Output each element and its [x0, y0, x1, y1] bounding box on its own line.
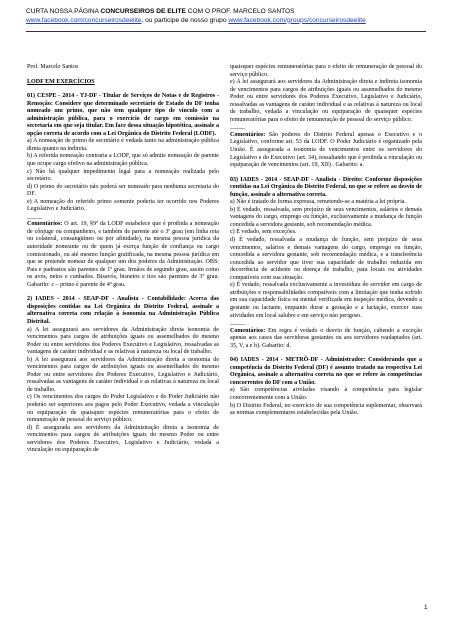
- author-name: Prof. Marcelo Santos: [27, 64, 79, 70]
- separator: _____: [230, 124, 246, 131]
- comment-label: Comentários:: [230, 131, 266, 138]
- facebook-page-link[interactable]: www.facebook.com/concurseirosdeelite: [26, 16, 142, 24]
- header-brand: CONCURSEIROS DE ELITE: [100, 8, 186, 15]
- header-line-1: [26, 8, 436, 17]
- q4-option-a: a) São competências arroladas visando à competência para legislar concorrentemente com a União.: [230, 387, 422, 401]
- separator: _____: [27, 213, 43, 220]
- q3-option-d: d) É vedado, ressalvada a mudança de função, sem prejuízo de seus vencimentos, salários e demais vantagens do cargo, emprego ou função, concedida a servidora gestante, sob recomendação médica, e a transferência concedida ao servidor que tiver sua capacidade de trabalho reduzida em decorrência de acidente ou doença de trabalho, para locais ou atividades compatíveis com sua situação.: [230, 237, 422, 281]
- q2-option-d: d) É assegurada aos servidores da Administração direta a isonomia de vencimentos para cargos de atribuições iguais do mesmo Poder ou entre servidores dos Poderes Executivo, Legislativo e Judiciário, vedada a vinculação ou equiparação de: [27, 424, 219, 454]
- q3-option-e: e) É vedado, ressalvada exclusivamente a investidura do servidor em cargo de atribuições e responsabilidades compatíveis com a limitação que tenha sofrido em sua capacidade física ou mental verificada em inspeção médica, devendo a gestante ou lactante, enquanto durar a gestação e a lactação, exercer suas atividades em local salubre e em serviço não perigoso.: [230, 282, 422, 319]
- q1-option-d: d) O primo do secretário não poderá ser nomeado para nenhuma secretaria do DF.: [27, 183, 219, 198]
- header-line-2: [26, 17, 436, 26]
- header-suffix: COM O PROF. MARCELO SANTOS: [185, 8, 295, 15]
- facebook-group-link[interactable]: www.facebook.com/groups/concurseirosdeelite: [228, 16, 366, 24]
- q3-comment: [230, 328, 422, 351]
- q1-option-c: c) Não há qualquer impedimento legal para a nomeação realizada pelo secretário.: [27, 168, 219, 183]
- header-divider: [26, 31, 426, 32]
- q2-option-e: e) A lei assegurará aos servidores da Administração direta e indireta isonomia de vencimentos para cargos de atribuições iguais ou assemelhados do mesmo Poder ou entre servidores dos Poderes Executivo, Legislativo e Judiciário, ressalvadas as vantagens de caráter individual e as relativas à natureza ou local de trabalho, vedada a vinculação ou equiparação de quaisquer espécies remuneratórias para o efeito de remuneração de pessoal do serviço público.: [230, 79, 422, 123]
- left-column: [27, 64, 219, 455]
- comment-label: Comentários:: [230, 327, 266, 334]
- question-1-heading: 01) CESPE - 2014 - TJ-DF - Titular de Serviços de Notas e de Registros - Remoção: Considere que determinado secretário de Estado do DF tenha nomeado um primo, que não tem qualquer tipo de vínculo com a administração pública, para o exercício de cargo em comissão na secretaria em que seja titular. Em face dessa situação hipotética, assinale a opção correta de acordo com a Lei Orgânica do Distrito Federal (LODF).: [27, 93, 219, 137]
- q2-option-d-continued: quaisquer espécies remuneratórias para o efeito de remuneração de pessoal do serviço público.: [230, 64, 422, 78]
- q1-option-e: e) A nomeação do referido primo somente poderia ter ocorrido nos Poderes Legislativo e Judiciário.: [27, 198, 219, 213]
- question-2-heading: 2) IADES - 2014 - SEAP-DF - Analista - Contabilidade: Acerca das disposições contidas na Lei Orgânica do Distrito Federal, assinale a alternativa correta com relação à isonomia na Administração Pública Distrital.: [27, 296, 219, 325]
- q3-option-b: b) É vedado, ressalvada, sem prejuízo de seus vencimentos, salários e demais vantagens do cargo, emprego ou função, exclusivamente a mudança de função concedida a servidora gestante, sob recomendação médica.: [230, 206, 422, 228]
- separator: _____: [230, 320, 246, 327]
- q3-option-a: a) Não é tratado de forma expressa, remetendo-se a matéria a lei própria.: [230, 199, 406, 206]
- q4-option-b: b) O Distrito Federal, no exercício de sua competência suplementar, observará as normas complementares estabelecidas pela União.: [230, 402, 422, 417]
- q2-option-b: b) A lei assegurará aos servidores da Administração direta a isonomia de vencimentos para cargos de atribuições iguais ou assemelhados do mesmo Poder ou entre servidores dos Poderes Executivo, Legislativo e Judiciário, ressalvadas as vantagens de caráter individual e as relativas à natureza ou local de trabalho.: [27, 356, 219, 393]
- comment-text: São poderes do Distrito Federal apenas o Executivo e o Legislativo, conforme art. 53 da LODF. O Poder Judiciário é organizado pela União. É assegurada a isonomia de vencimentos entre os servidores do Legislativo e do Executivo (art. 34), ressaltando que é proibida a vinculação ou equiparação de vencimentos (art. 19, XII) . Gabarito: a.: [230, 131, 422, 169]
- q2-option-c: c) Os vencimentos dos cargos do Poder Legislativo e do Poder Judiciário não poderão ser superiores aos pagos pelo Poder Executivo, vedada a vinculação ou equiparação de quaisquer espécies remuneratórias para o efeito de remuneração de pessoal do serviço público.: [27, 394, 219, 424]
- q3-option-c: c) É vedado, sem exceções.: [230, 229, 297, 236]
- comment-label: Comentários:: [27, 221, 63, 228]
- right-column: [230, 64, 422, 418]
- header-mid-text: , ou participe de nosso grupo: [141, 16, 229, 24]
- q2-comment: [230, 132, 422, 170]
- q1-option-a: a) A nomeação de primo de secretário é vedada tanto na administração pública direta quanto na indireta.: [27, 138, 219, 152]
- q2-option-a: a) A lei assegurará aos servidores da Administração direta isonomia de vencimentos para cargos de atribuições iguais ou assemelhados do mesmo Poder ou entre servidores dos Poderes Executivo e Legislativo, ressalvadas as vantagens de caráter individual e as relativas à natureza ou local de trabalho.: [27, 326, 219, 356]
- page-header: [26, 8, 436, 25]
- header-prefix: CURTA NOSSA PÁGINA: [26, 8, 101, 15]
- comment-text: Em regra é vedado o desvio de função, cabendo a exceção apenas aos casos das servidoras gestantes ou aos servidores readaptados (art. 35, V, a e b). Gabarito: d.: [230, 327, 422, 349]
- question-3-heading: 03) IADES - 2014 - SEAP-DF - Analista - Direito: Conforme disposições contidas na Lei Orgânica do Distrito Federal, no que se refere ao desvio de função, assinale a alternativa correta.: [230, 176, 422, 198]
- comment-text: O art. 19, §9º da LODF estabelece que é proibida a nomeação de cônjuge ou companheiro, e também de parente até o 3º grau (em linha reta ou colateral, consangüíneo ou por afinidade), na mesma pessoa jurídica da autoridade nomeante ou de quem já exerça função de confiança ou cargo comissionado, ou até mesmo função gratificada, na mesma pessoa jurídica em que se pretende nomear de qualquer um dos poderes da Administração. OBS: Pais e padrastos são parentes de 1º grau. Irmãos de segundo grau, assim como os avós, netos e cunhados. Bisavós, bisnetos e tios são parentes de 3º grau. Gabarito: c – primo é parente de 4º grau.: [27, 221, 219, 288]
- question-4-heading: 04) IADES - 2014 - METRÔ-DF - Administrador: Considerando que a competência do Distrito Federal (DF) é assunto tratado na respectiva Lei Orgânica, assinale a alternativa correta no que se refere às competências concorrentes do DF com a União.: [230, 357, 422, 386]
- page-number: 1: [424, 604, 428, 611]
- q1-comment: [27, 221, 219, 289]
- section-title: LODF EM EXERCÍCIOS: [27, 78, 95, 85]
- q1-option-b: b) A referida nomeação contraria a LODF, que só admite nomeação de parente que ocupe cargo efetivo na administração pública.: [27, 153, 219, 168]
